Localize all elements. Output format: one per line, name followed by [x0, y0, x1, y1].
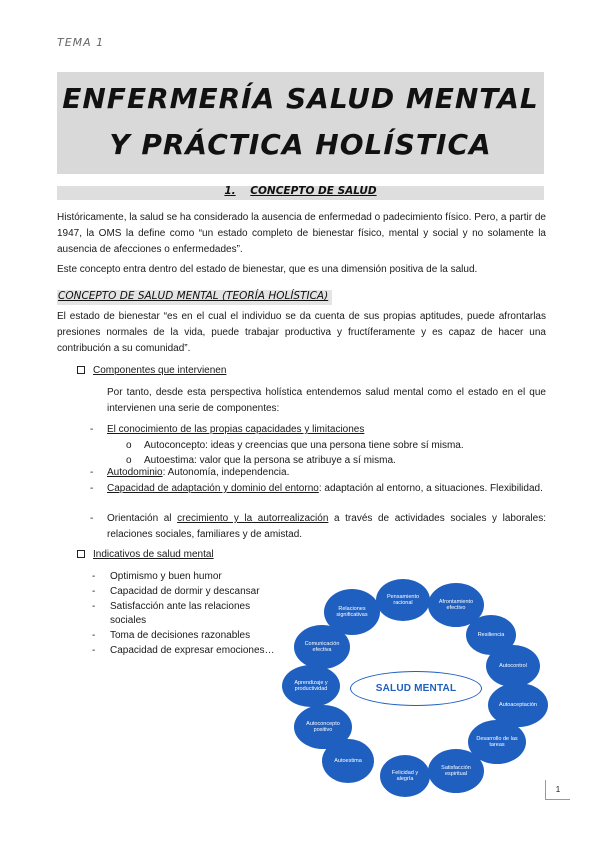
paragraph-wellbeing: Este concepto entra dentro del estado de bienestar, que es una dimensión positiva de la salud.: [57, 264, 478, 275]
diagram-node: Desarrollo de las tareas: [468, 720, 526, 764]
topic-label: TEMA 1: [57, 36, 105, 49]
paragraph-definition: El estado de bienestar “es en el cual el individuo se da cuenta de sus propias aptitudes, puede afrontarlas presiones normales de la vida, puede trabajar productiva y fructíferamente y es capaz de hacer una contribución a su comunidad”.: [57, 311, 546, 354]
list-item: - Capacidad de expresar emociones…: [92, 644, 275, 656]
list-item: - El conocimiento de las propias capacidades y limitaciones: [90, 424, 365, 435]
checkbox-heading-indicativos: [77, 549, 214, 560]
section-title: CONCEPTO DE SALUD: [250, 185, 377, 197]
list-item: - Orientación al crecimiento y la autorrealización a través de actividades sociales y laborales: relaciones sociales, familiares y de amistad.: [90, 513, 546, 540]
section-heading-bar: [57, 186, 544, 200]
diagram-node: Pensamiento racional: [376, 579, 430, 621]
list-item: - Satisfacción ante las relaciones sociales: [92, 600, 251, 627]
diagram-node: Satisfacción espiritual: [428, 749, 484, 793]
componentes-intro: Por tanto, desde esta perspectiva holística entendemos salud mental como el estado en el que intervienen una serie de componentes:: [107, 387, 546, 414]
diagram-node: Afrontamiento efectivo: [428, 583, 484, 627]
diagram-node: Autoestima: [322, 739, 374, 783]
section-heading: [57, 185, 544, 197]
circle-bullet-icon: o: [126, 440, 132, 451]
diagram-node: Autocontrol: [486, 645, 540, 687]
diagram-center: SALUD MENTAL: [350, 671, 482, 706]
circle-bullet-icon: o: [126, 455, 132, 466]
diagram-node: Relaciones significativas: [324, 589, 380, 635]
sub-list-item: o Autoestima: valor que la persona se atribuye a sí misma.: [126, 453, 396, 469]
list-item: - Optimismo y buen humor: [92, 571, 222, 582]
diagram-node: Comunicación efectiva: [294, 625, 350, 669]
paragraph-history: Históricamente, la salud se ha considerado la ausencia de enfermedad o padecimiento físico. Pero, a partir de 1947, la OMS la define como “un estado completo de bienestar físico, mental y social y no solamente la ausencia de afecciones o enfermedades”.: [57, 212, 546, 255]
salud-mental-diagram: [280, 575, 560, 805]
subsection-heading: CONCEPTO DE SALUD MENTAL (TEORÍA HOLÍSTICA): [57, 290, 332, 305]
page-title-line-2: Y PRÁCTICA HOLÍSTICA: [109, 128, 492, 161]
indicativos-heading: Indicativos de salud mental: [93, 549, 214, 560]
page-number: 1: [545, 780, 570, 800]
diagram-node: Autoaceptación: [488, 683, 548, 727]
list-item: - Autodominio: Autonomía, independencia.: [90, 467, 290, 478]
title-banner: [57, 72, 544, 174]
componentes-heading: Componentes que intervienen: [93, 365, 227, 376]
checkbox-heading-componentes: [77, 365, 226, 376]
checkbox-icon: [77, 550, 85, 558]
indicativos-list: [90, 570, 275, 659]
list-item: - Toma de decisiones razonables: [92, 630, 251, 642]
sub-list-item: o Autoconcepto: ideas y creencias que una persona tiene sobre sí misma.: [126, 438, 464, 454]
diagram-node: Autoconcepto positivo: [294, 705, 352, 749]
checkbox-icon: [77, 366, 85, 374]
diagram-node: Felicidad y alegría: [380, 755, 430, 797]
page-title-line-1: ENFERMERÍA SALUD MENTAL: [62, 82, 539, 115]
list-item: - Capacidad de adaptación y dominio del entorno: adaptación al entorno, a situaciones. Flexibilidad.: [90, 483, 543, 494]
diagram-node: Aprendizaje y productividad: [282, 665, 340, 707]
diagram-node: Resiliencia: [466, 615, 516, 655]
list-item: - Capacidad de dormir y descansar: [92, 585, 260, 597]
section-number: 1.: [224, 185, 236, 197]
list-item-text: El conocimiento de las propias capacidades y limitaciones: [107, 424, 365, 435]
